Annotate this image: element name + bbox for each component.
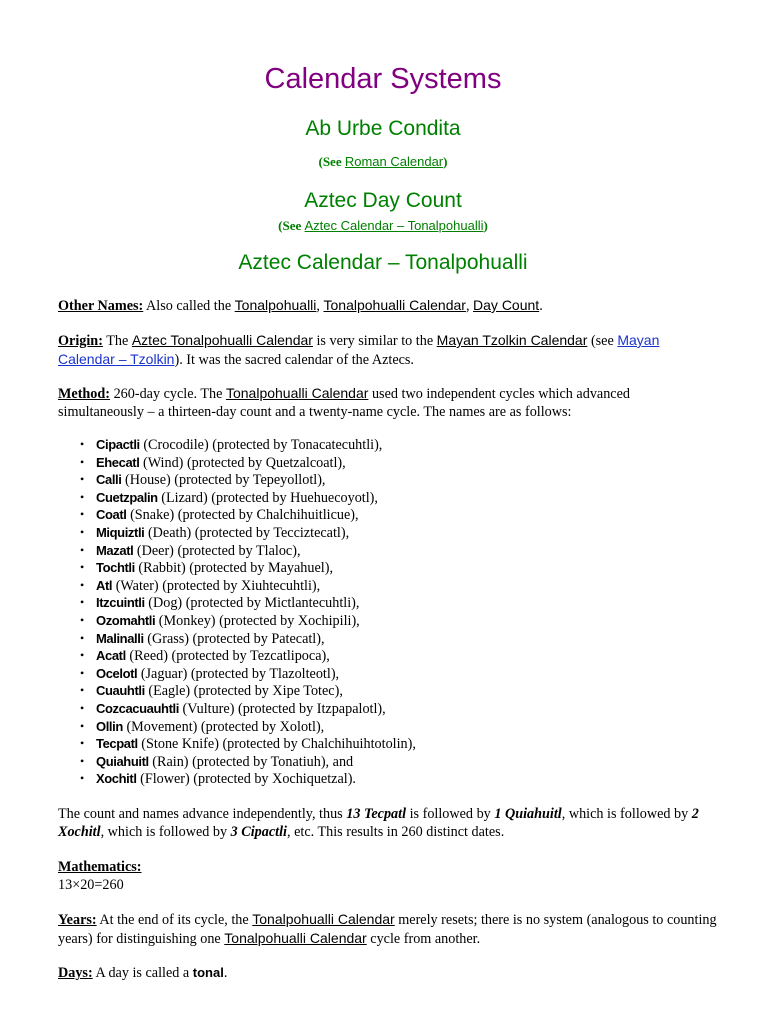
day-names-list bbox=[58, 436, 416, 788]
list-item: • Cuetzpalin (Lizard) (protected by Huehuecoyotl), bbox=[96, 489, 416, 507]
list-item: • Calli (House) (protected by Tepeyollotl), bbox=[96, 471, 416, 489]
count-paragraph: The count and names advance independently, thus 13 Tecpatl is followed by 1 Quiahuitl, which is followed by 2 Xochitl, which is followed by 3 Cipactli, etc. This results in 260 distinct dates. bbox=[58, 806, 699, 840]
years-paragraph: Years: At the end of its cycle, the Tonalpohualli Calendar merely resets; there is no system (analogous to counting years) for distinguishing one Tonalpohualli Calendar cycle from another. bbox=[58, 911, 717, 947]
heading-ab-urbe-condita: Ab Urbe Condita bbox=[305, 117, 461, 140]
list-item: • Atl (Water) (protected by Xiuhtecuhtli), bbox=[96, 577, 416, 595]
tonalpohualli-calendar-link[interactable]: Tonalpohualli Calendar bbox=[252, 911, 395, 927]
list-item: • Ocelotl (Jaguar) (protected by Tlazolteotl), bbox=[96, 665, 416, 683]
heading-aztec-calendar: Aztec Calendar – Tonalpohualli bbox=[238, 251, 528, 274]
mayan-tzolkin-link[interactable]: Mayan Tzolkin Calendar bbox=[436, 332, 588, 348]
origin-label: Origin: bbox=[58, 333, 103, 349]
aztec-tonalpohualli-link[interactable]: Aztec Tonalpohualli Calendar bbox=[131, 332, 313, 348]
heading-aztec-day-count: Aztec Day Count bbox=[304, 189, 462, 212]
origin-paragraph: Origin: The Aztec Tonalpohualli Calendar is very similar to the Mayan Tzolkin Calendar (see Mayan Calendar – Tzolkin). It was the sacred calendar of the Aztecs. bbox=[58, 332, 660, 368]
years-label: Years: bbox=[58, 912, 97, 928]
list-item: • Ozomahtli (Monkey) (protected by Xochipili), bbox=[96, 612, 416, 630]
method-label: Method: bbox=[58, 386, 111, 402]
see-reference-aztec: (See Aztec Calendar – Tonalpohualli) bbox=[278, 218, 488, 233]
tonalpohualli-calendar-link[interactable]: Tonalpohualli Calendar bbox=[225, 385, 369, 401]
roman-calendar-link[interactable]: Roman Calendar bbox=[344, 154, 444, 169]
list-item: • Cuauhtli (Eagle) (protected by Xipe Totec), bbox=[96, 682, 416, 700]
list-item: • Tochtli (Rabbit) (protected by Mayahuel), bbox=[96, 559, 416, 577]
see-reference-roman: (See Roman Calendar) bbox=[318, 154, 448, 169]
list-item: • Itzcuintli (Dog) (protected by Mictlantecuhtli), bbox=[96, 594, 416, 612]
aztec-calendar-link[interactable]: Aztec Calendar – Tonalpohualli bbox=[304, 218, 484, 233]
page-title: Calendar Systems bbox=[264, 63, 502, 95]
list-item: • Quiahuitl (Rain) (protected by Tonatiuh), and bbox=[96, 753, 416, 771]
method-paragraph: Method: 260-day cycle. The Tonalpohualli Calendar used two independent cycles which advanced simultaneously – a thirteen-day count and a twenty-name cycle. The names are as follows: bbox=[58, 385, 630, 420]
list-item: • Acatl (Reed) (protected by Tezcatlipoca), bbox=[96, 647, 416, 665]
list-item: • Ehecatl (Wind) (protected by Quetzalcoatl), bbox=[96, 454, 416, 472]
mathematics-paragraph bbox=[58, 858, 718, 894]
mathematics-formula: 13×20=260 bbox=[58, 877, 124, 893]
other-names-label: Other Names: bbox=[58, 298, 144, 314]
other-names-paragraph: Other Names: Also called the Tonalpohualli, Tonalpohualli Calendar, Day Count. bbox=[58, 297, 543, 314]
tonalpohualli-link[interactable]: Tonalpohualli bbox=[234, 297, 317, 313]
mayan-calendar-tzolkin-link[interactable]: Mayan Calendar – Tzolkin bbox=[58, 332, 660, 367]
list-item: • Coatl (Snake) (protected by Chalchihuitlicue), bbox=[96, 506, 416, 524]
tonalpohualli-calendar-link[interactable]: Tonalpohualli Calendar bbox=[224, 930, 367, 946]
day-count-link[interactable]: Day Count bbox=[473, 297, 540, 313]
list-item: • Cipactli (Crocodile) (protected by Tonacatecuhtli), bbox=[96, 436, 416, 454]
list-item: • Miquiztli (Death) (protected by Tecciztecatl), bbox=[96, 524, 416, 542]
list-item: • Malinalli (Grass) (protected by Patecatl), bbox=[96, 630, 416, 648]
list-item: • Ollin (Movement) (protected by Xolotl), bbox=[96, 718, 416, 736]
list-item: • Xochitl (Flower) (protected by Xochiquetzal). bbox=[96, 770, 416, 788]
days-label: Days: bbox=[58, 965, 93, 981]
list-item: • Tecpatl (Stone Knife) (protected by Chalchihuihtotolin), bbox=[96, 735, 416, 753]
mathematics-label: Mathematics: bbox=[58, 859, 142, 875]
days-paragraph: Days: A day is called a tonal. bbox=[58, 965, 228, 981]
list-item: • Mazatl (Deer) (protected by Tlaloc), bbox=[96, 542, 416, 560]
list-item: • Cozcacuauhtli (Vulture) (protected by Itzpapalotl), bbox=[96, 700, 416, 718]
tonalpohualli-calendar-link[interactable]: Tonalpohualli Calendar bbox=[323, 297, 466, 313]
